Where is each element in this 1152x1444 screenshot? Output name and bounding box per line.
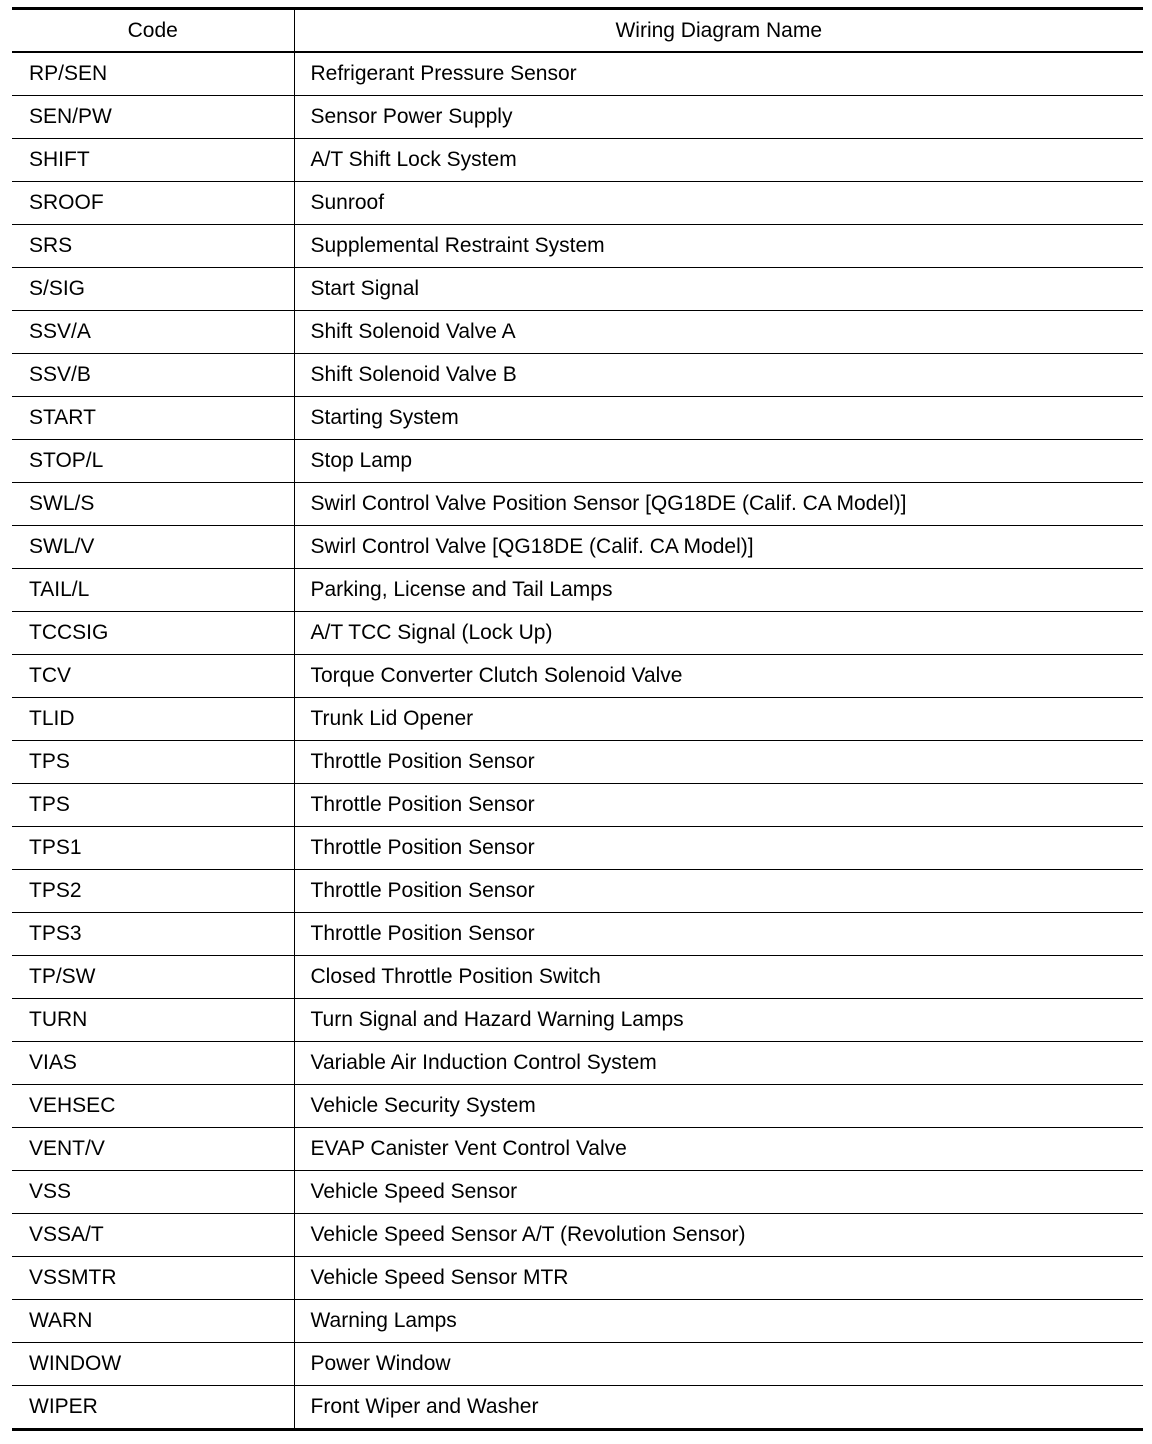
code-cell: TCV xyxy=(12,655,294,698)
wiring-diagram-name-cell: Refrigerant Pressure Sensor xyxy=(294,52,1143,96)
wiring-diagram-name-cell: Turn Signal and Hazard Warning Lamps xyxy=(294,999,1143,1042)
wiring-diagram-name-cell: A/T Shift Lock System xyxy=(294,139,1143,182)
table-row xyxy=(12,483,1143,526)
table-header-row xyxy=(12,9,1143,53)
wiring-diagram-name-cell: Shift Solenoid Valve A xyxy=(294,311,1143,354)
code-cell: VSSA/T xyxy=(12,1214,294,1257)
table-row xyxy=(12,784,1143,827)
code-cell: TCCSIG xyxy=(12,612,294,655)
wiring-diagram-name-cell: Closed Throttle Position Switch xyxy=(294,956,1143,999)
code-cell: WIPER xyxy=(12,1386,294,1430)
table-row xyxy=(12,526,1143,569)
code-cell: SSV/B xyxy=(12,354,294,397)
code-cell: START xyxy=(12,397,294,440)
code-cell: TPS1 xyxy=(12,827,294,870)
wiring-diagram-name-cell: Swirl Control Valve Position Sensor [QG18DE (Calif. CA Model)] xyxy=(294,483,1143,526)
code-cell: VSSMTR xyxy=(12,1257,294,1300)
wiring-diagram-name-cell: Shift Solenoid Valve B xyxy=(294,354,1143,397)
code-cell: WINDOW xyxy=(12,1343,294,1386)
table-row xyxy=(12,698,1143,741)
code-cell: VEHSEC xyxy=(12,1085,294,1128)
code-cell: TURN xyxy=(12,999,294,1042)
table-row xyxy=(12,741,1143,784)
code-cell: SSV/A xyxy=(12,311,294,354)
table-row xyxy=(12,139,1143,182)
table-row xyxy=(12,1386,1143,1430)
wiring-diagram-name-cell: Torque Converter Clutch Solenoid Valve xyxy=(294,655,1143,698)
wiring-diagram-name-cell: Sunroof xyxy=(294,182,1143,225)
name-column-header: Wiring Diagram Name xyxy=(294,9,1143,53)
table-row xyxy=(12,440,1143,483)
wiring-diagram-name-cell: EVAP Canister Vent Control Valve xyxy=(294,1128,1143,1171)
code-cell: SHIFT xyxy=(12,139,294,182)
code-cell: SWL/V xyxy=(12,526,294,569)
code-cell: VENT/V xyxy=(12,1128,294,1171)
code-cell: TAIL/L xyxy=(12,569,294,612)
table-row xyxy=(12,1042,1143,1085)
table-row xyxy=(12,999,1143,1042)
wiring-diagram-name-cell: Vehicle Speed Sensor A/T (Revolution Sensor) xyxy=(294,1214,1143,1257)
table-row xyxy=(12,1214,1143,1257)
table-row xyxy=(12,1257,1143,1300)
code-cell: TLID xyxy=(12,698,294,741)
table-row xyxy=(12,1171,1143,1214)
table-row xyxy=(12,225,1143,268)
code-cell: SEN/PW xyxy=(12,96,294,139)
code-column-header: Code xyxy=(12,9,294,53)
wiring-diagram-name-cell: Front Wiper and Washer xyxy=(294,1386,1143,1430)
table-row xyxy=(12,827,1143,870)
code-cell: TPS2 xyxy=(12,870,294,913)
wiring-diagram-name-cell: Throttle Position Sensor xyxy=(294,784,1143,827)
wiring-diagram-name-cell: Variable Air Induction Control System xyxy=(294,1042,1143,1085)
table-row xyxy=(12,870,1143,913)
code-cell: TPS xyxy=(12,741,294,784)
wiring-diagram-name-cell: Throttle Position Sensor xyxy=(294,870,1143,913)
document-page xyxy=(12,7,1143,1431)
table-row xyxy=(12,956,1143,999)
wiring-diagram-name-cell: Trunk Lid Opener xyxy=(294,698,1143,741)
code-cell: SWL/S xyxy=(12,483,294,526)
code-cell: SROOF xyxy=(12,182,294,225)
wiring-diagram-name-cell: Warning Lamps xyxy=(294,1300,1143,1343)
code-cell: TP/SW xyxy=(12,956,294,999)
code-cell: STOP/L xyxy=(12,440,294,483)
table-row xyxy=(12,96,1143,139)
code-cell: WARN xyxy=(12,1300,294,1343)
wiring-diagram-name-cell: A/T TCC Signal (Lock Up) xyxy=(294,612,1143,655)
wiring-diagram-name-cell: Vehicle Speed Sensor xyxy=(294,1171,1143,1214)
table-body xyxy=(12,52,1143,1430)
code-cell: SRS xyxy=(12,225,294,268)
table-row xyxy=(12,569,1143,612)
table-row xyxy=(12,354,1143,397)
wiring-diagram-name-cell: Sensor Power Supply xyxy=(294,96,1143,139)
table-row xyxy=(12,1343,1143,1386)
wiring-diagram-name-cell: Swirl Control Valve [QG18DE (Calif. CA Model)] xyxy=(294,526,1143,569)
table-row xyxy=(12,1300,1143,1343)
wiring-diagram-name-cell: Start Signal xyxy=(294,268,1143,311)
table-row xyxy=(12,52,1143,96)
wiring-diagram-name-cell: Throttle Position Sensor xyxy=(294,827,1143,870)
table-row xyxy=(12,268,1143,311)
wiring-diagram-name-cell: Starting System xyxy=(294,397,1143,440)
table-row xyxy=(12,655,1143,698)
table-row xyxy=(12,1128,1143,1171)
table-row xyxy=(12,182,1143,225)
wiring-diagram-name-cell: Power Window xyxy=(294,1343,1143,1386)
code-cell: VSS xyxy=(12,1171,294,1214)
code-cell: RP/SEN xyxy=(12,52,294,96)
code-cell: TPS3 xyxy=(12,913,294,956)
wiring-diagram-name-cell: Stop Lamp xyxy=(294,440,1143,483)
wiring-diagram-name-cell: Throttle Position Sensor xyxy=(294,913,1143,956)
code-cell: S/SIG xyxy=(12,268,294,311)
wiring-diagram-name-cell: Vehicle Speed Sensor MTR xyxy=(294,1257,1143,1300)
table-row xyxy=(12,311,1143,354)
wiring-diagram-name-cell: Vehicle Security System xyxy=(294,1085,1143,1128)
code-cell: TPS xyxy=(12,784,294,827)
wiring-diagram-code-table xyxy=(12,7,1143,1431)
table-row xyxy=(12,397,1143,440)
wiring-diagram-name-cell: Parking, License and Tail Lamps xyxy=(294,569,1143,612)
wiring-diagram-name-cell: Throttle Position Sensor xyxy=(294,741,1143,784)
wiring-diagram-name-cell: Supplemental Restraint System xyxy=(294,225,1143,268)
table-row xyxy=(12,1085,1143,1128)
table-row xyxy=(12,913,1143,956)
code-cell: VIAS xyxy=(12,1042,294,1085)
table-row xyxy=(12,612,1143,655)
